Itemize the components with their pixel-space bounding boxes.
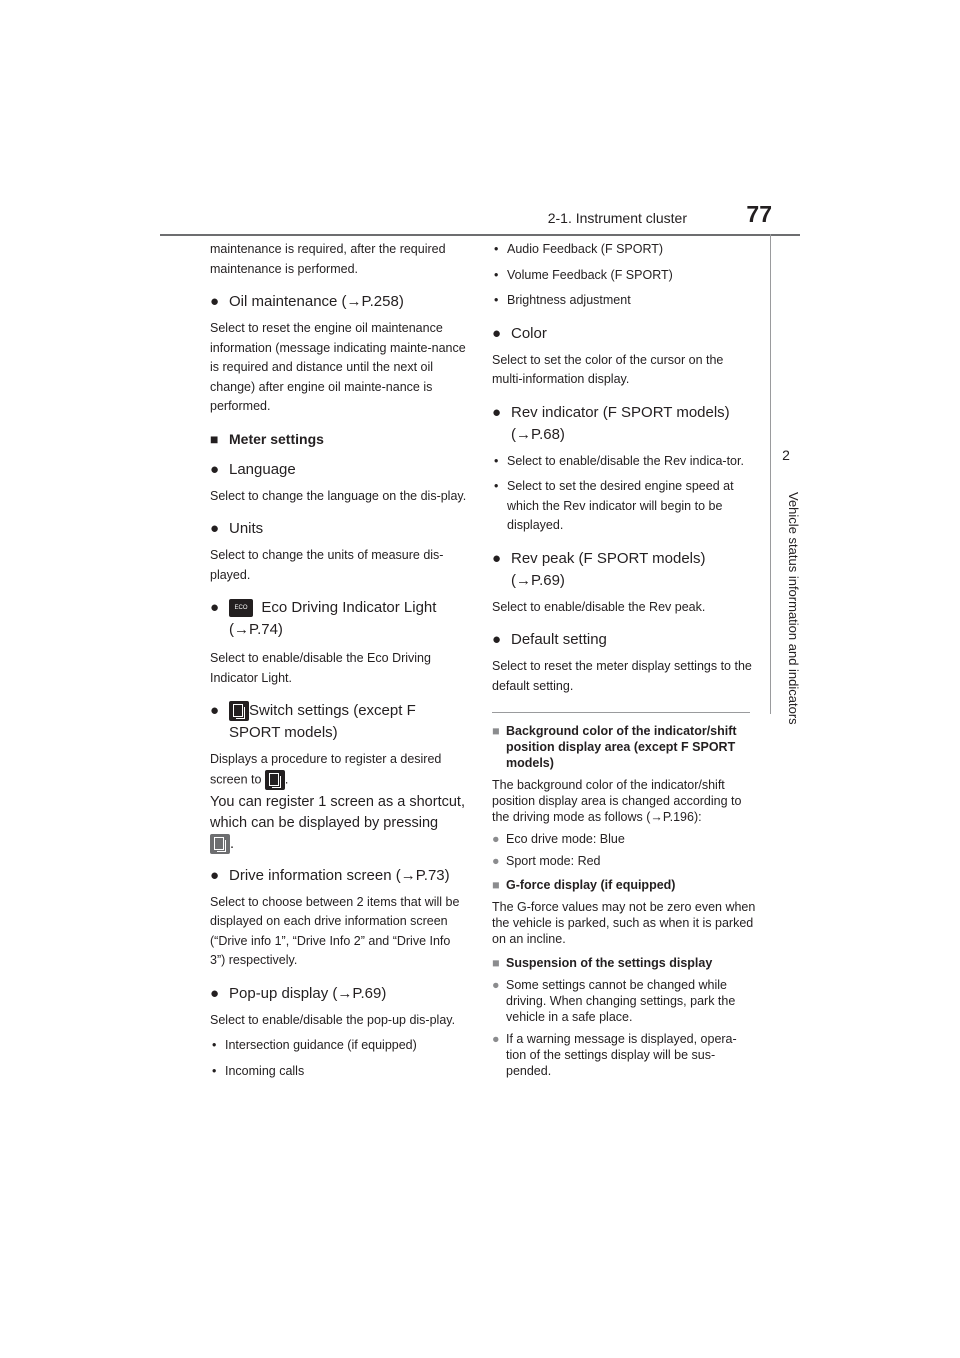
bullet-dot-icon: ●	[210, 293, 220, 310]
section-title: 2-1. Instrument cluster	[547, 210, 687, 226]
list-item: • Select to set the desired engine speed at which the Rev indicator will begin to be displayed.	[494, 479, 734, 532]
bullet-dot-icon: ●	[210, 984, 220, 1002]
left-column	[210, 240, 468, 1081]
language-body: Select to change the language on the dis-play.	[210, 488, 467, 503]
rev-peak-body: Select to enable/disable the Rev peak.	[492, 599, 706, 614]
switch-icon	[265, 770, 285, 790]
list-item: • Incoming calls	[212, 1063, 305, 1078]
color-heading: ● Color	[492, 323, 756, 345]
switch-icon	[229, 701, 249, 721]
square-bullet-icon: ■	[492, 878, 500, 892]
list-item: ● Some settings cannot be changed while driving. When changing settings, park the vehicle in a safe place.	[492, 978, 736, 1024]
bullet-dot-icon: ●	[492, 324, 502, 342]
page-header	[160, 200, 800, 236]
bullet-dot-icon: ●	[492, 549, 502, 567]
drive-info-heading: ● Drive information screen (→P.73)	[210, 865, 468, 887]
bg-color-note-body: The background color of the indicator/shift position display area is changed according to the driving mode as follows (→P.196):	[492, 778, 742, 824]
square-bullet-icon: ■	[492, 724, 500, 738]
popup-heading: ● Pop-up display (→P.69)	[210, 983, 468, 1005]
switch-settings-heading: ● Switch settings (except F SPORT models)	[210, 702, 416, 741]
eco-light-body: Select to enable/disable the Eco Driving Indicator Light.	[210, 651, 431, 685]
bg-color-note-heading: ■ Background color of the indicator/shift position display area (except F SPORT models)	[492, 724, 737, 770]
list-item: • Audio Feedback (F SPORT)	[494, 242, 664, 256]
bullet-dot-icon: ●	[210, 520, 220, 537]
language-heading: ● Language	[210, 459, 468, 481]
bullet-dot-icon: ●	[210, 460, 220, 478]
meter-settings-heading: ■ Meter settings	[210, 430, 324, 447]
rev-peak-heading: ● Rev peak (F SPORT models) (→P.69)	[492, 549, 706, 589]
oil-maintenance-body: Select to reset the engine oil maintenance information (message indicating mainte-nance is required and distance until the next oil change) after engine oil mainte-nance is performed.	[210, 321, 466, 413]
switch-settings-large-text: You can register 1 screen as a shortcut, which can be displayed by pressing .	[210, 792, 468, 855]
units-heading: ● Units	[210, 518, 468, 540]
list-item: ● Eco drive mode: Blue	[492, 832, 625, 846]
bullet-dot-icon: ●	[210, 599, 220, 616]
right-column	[492, 240, 756, 1079]
eco-icon: ECO	[229, 599, 253, 617]
list-item: • Brightness adjustment	[494, 293, 631, 307]
eco-light-heading: ● ECO Eco Driving Indicator Light (→P.74)	[210, 599, 437, 638]
default-setting-heading: ● Default setting	[492, 629, 756, 651]
bullet-dot-icon: ●	[210, 702, 220, 719]
list-item: • Intersection guidance (if equipped)	[212, 1038, 417, 1052]
bullet-dot-icon: ●	[492, 631, 502, 648]
list-item: • Select to enable/disable the Rev indica-tor.	[494, 453, 744, 468]
chapter-number: 2	[782, 447, 790, 463]
intro-text: maintenance is required, after the required maintenance is performed.	[210, 242, 446, 276]
bullet-dot-icon: ●	[210, 866, 220, 884]
g-force-note-heading: ■ G-force display (if equipped)	[492, 878, 676, 892]
page-number: 77	[746, 201, 772, 227]
bullet-dot-icon: ●	[492, 403, 502, 421]
chapter-label: Vehicle status information and indicators	[786, 492, 801, 725]
square-bullet-icon: ■	[210, 430, 219, 447]
divider	[492, 712, 750, 713]
color-body: Select to set the color of the cursor on the multi-information display.	[492, 352, 724, 386]
switch-icon	[210, 834, 230, 854]
oil-maintenance-heading: ● Oil maintenance (→P.258)	[210, 291, 468, 313]
units-body: Select to change the units of measure dis-played.	[210, 548, 444, 582]
g-force-note-body: The G-force values may not be zero even when the vehicle is parked, such as when it is parked on an incline.	[492, 900, 756, 946]
list-item: • Volume Feedback (F SPORT)	[494, 267, 673, 282]
side-tab-rule	[770, 234, 771, 714]
list-item: ● If a warning message is displayed, opera-tion of the settings display will be sus-pended.	[492, 1032, 737, 1078]
square-bullet-icon: ■	[492, 956, 500, 970]
rev-indicator-heading: ● Rev indicator (F SPORT models) (→P.68)	[492, 403, 730, 443]
suspension-note-heading: ■ Suspension of the settings display	[492, 956, 713, 970]
drive-info-body: Select to choose between 2 items that will be displayed on each drive information screen (“Drive info 1”, “Drive Info 2” and “Drive Info 3”) respectively.	[210, 894, 460, 967]
popup-body: Select to enable/disable the pop-up dis-play.	[210, 1012, 456, 1027]
default-setting-body: Select to reset the meter display settings to the default setting.	[492, 659, 752, 693]
switch-settings-body: Displays a procedure to register a desired screen to .	[210, 750, 468, 790]
list-item: ● Sport mode: Red	[492, 854, 601, 868]
